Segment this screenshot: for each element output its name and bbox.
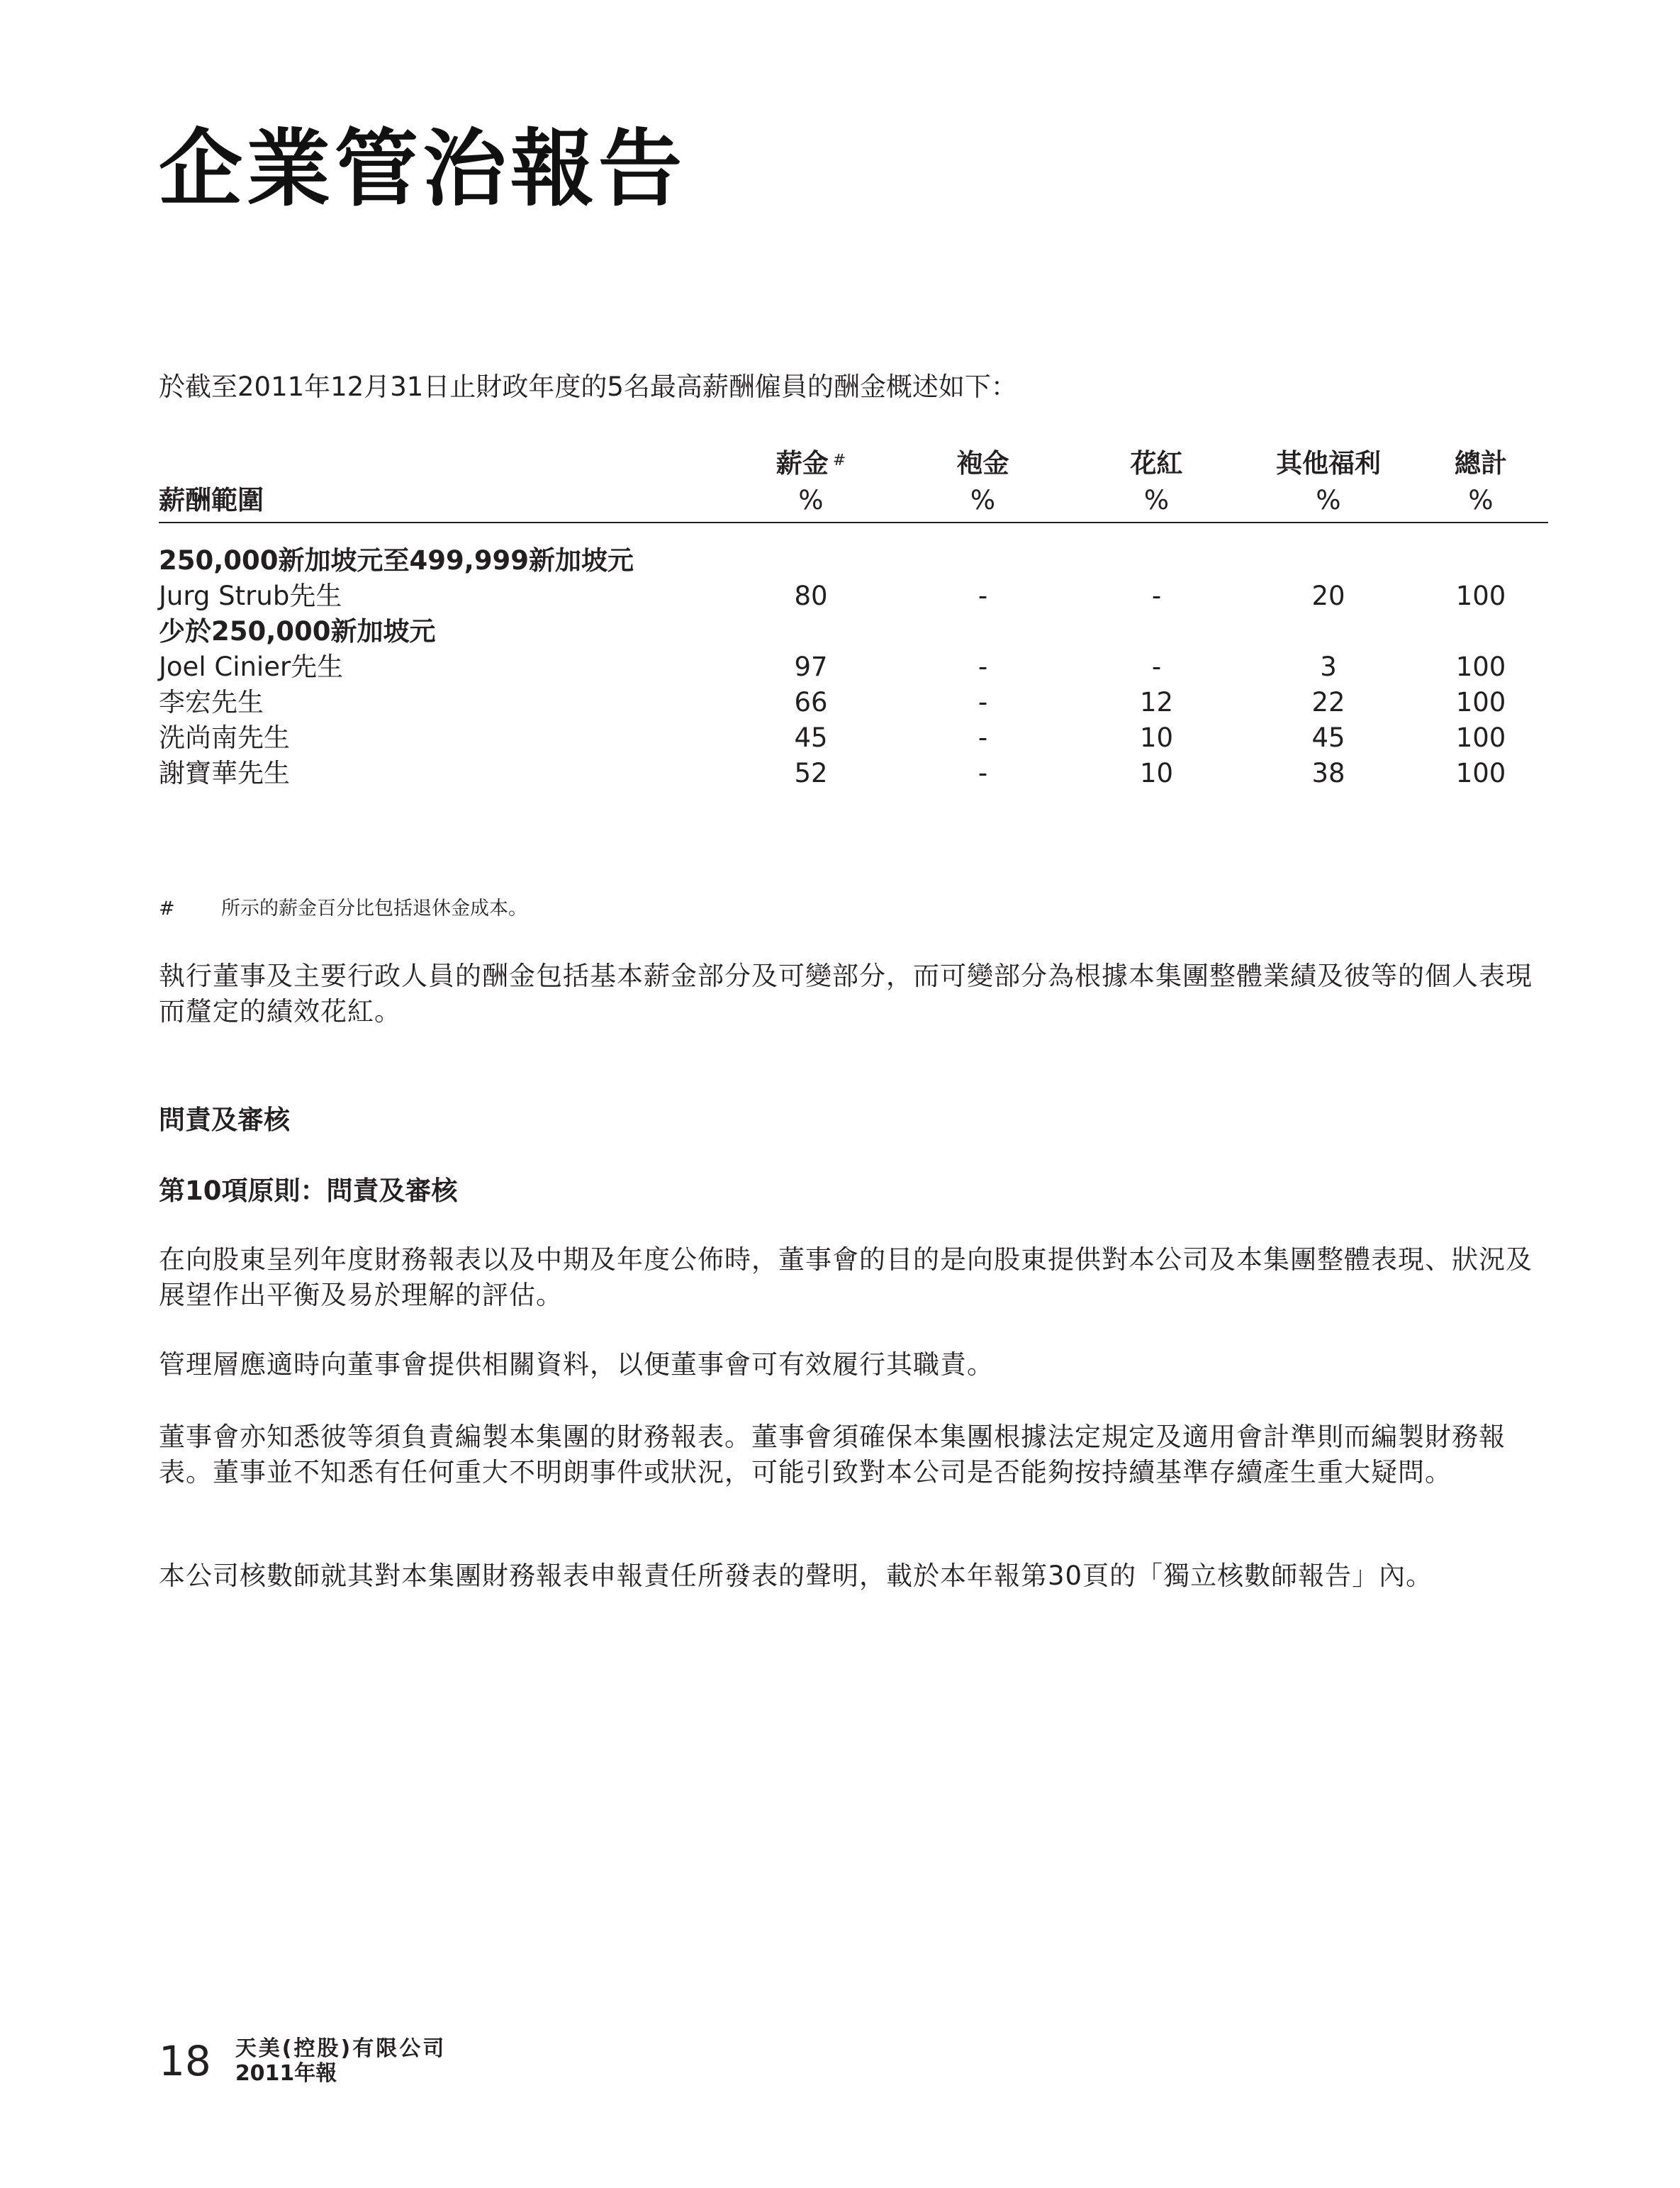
page-title: 企業管治報告 [159,120,687,218]
footnote-marker: # [832,452,846,469]
fees-value: - [978,758,988,788]
employee-name: Joel Cinier先生 [159,652,344,682]
employee-name: 洗尚南先生 [159,722,290,753]
report-year: 2011年報 [235,2061,337,2086]
body-paragraph: 董事會亦知悉彼等須負責編製本集團的財務報表。董事會須確保本集團根據法定規定及適用會計準則而編製財務報表。董事並不知悉有任何重大不明朗事件或狀況，可能引致對本公司是否能夠按持續基準存續產生重大疑問。 [159,1422,1506,1487]
salary-value: 52 [794,758,828,788]
other-benefits-value: 3 [1320,652,1337,682]
salary-value: 80 [794,581,828,611]
footnote-text: 所示的薪金百分比包括退休金成本。 [221,898,527,920]
body-paragraph: 在向股東呈列年度財務報表以及中期及年度公佈時，董事會的目的是向股東提供對本公司及本集團整體表現、狀況及展望作出平衡及易於理解的評估。 [159,1244,1533,1310]
bonus-value: 10 [1139,758,1174,788]
other-benefits-value: 22 [1311,687,1345,718]
body-paragraph: 本公司核數師就其對本集團財務報表申報責任所發表的聲明，載於本年報第30頁的「獨立核數師報告」內。 [159,1561,1433,1591]
total-value: 100 [1455,758,1506,788]
table-header-row [159,445,1548,523]
table-row [159,720,1548,756]
bonus-value: 12 [1139,687,1174,718]
table-row [159,579,1548,614]
table-row [159,685,1548,720]
principle-heading: 第10項原則：問責及審核 [159,1176,458,1206]
row-header: 薪酬範圍 [159,485,264,515]
remuneration-table [159,445,1548,791]
total-value: 100 [1455,722,1506,753]
col-header-other-benefits: 其他福利 % [1276,448,1381,515]
bonus-value: 10 [1139,722,1174,753]
fees-value: - [978,722,988,753]
fees-value: - [978,652,988,682]
other-benefits-value: 45 [1311,722,1345,753]
group-title: 250,000新加坡元至499,999新加坡元 [159,545,634,576]
col-header-total: 總計 % [1455,448,1507,515]
group-title: 少於250,000新加坡元 [159,616,436,647]
fees-value: - [978,687,988,718]
employee-name: 謝寶華先生 [159,758,290,788]
bonus-value: - [1151,581,1162,611]
col-header-bonus: 花紅 % [1130,448,1183,515]
footnote-mark: # [159,898,175,920]
body-paragraph: 管理層應適時向董事會提供相關資料，以便董事會可有效履行其職責。 [159,1349,994,1380]
page-footer [159,2036,446,2086]
section-heading: 問責及審核 [159,1105,290,1135]
col-header-salary: 薪金 # % [775,448,846,515]
group-row [159,523,1548,579]
fees-value: - [978,581,988,611]
intro-text: 於截至2011年12月31日止財政年度的5名最高薪酬僱員的酬金概述如下： [159,372,1017,402]
salary-value: 97 [794,652,828,682]
table-row [159,649,1548,685]
company-name: 天美(控股)有限公司 [235,2036,447,2061]
employee-name: 李宏先生 [159,687,264,718]
page-number: 18 [159,2037,211,2085]
col-header-fees: 袍金 % [956,448,1009,515]
salary-value: 45 [794,722,828,753]
salary-value: 66 [794,687,828,718]
other-benefits-value: 38 [1311,758,1345,788]
total-value: 100 [1455,581,1506,611]
total-value: 100 [1455,652,1506,682]
employee-name: Jurg Strub先生 [159,581,342,611]
remuneration-paragraph: 執行董事及主要行政人員的酬金包括基本薪金部分及可變部分，而可變部分為根據本集團整體業績及彼等的個人表現而釐定的績效花紅。 [159,961,1533,1027]
group-row [159,614,1548,649]
table-row [159,756,1548,791]
total-value: 100 [1455,687,1506,718]
bonus-value: - [1151,652,1162,682]
other-benefits-value: 20 [1311,581,1345,611]
table-footnote [159,895,1548,923]
